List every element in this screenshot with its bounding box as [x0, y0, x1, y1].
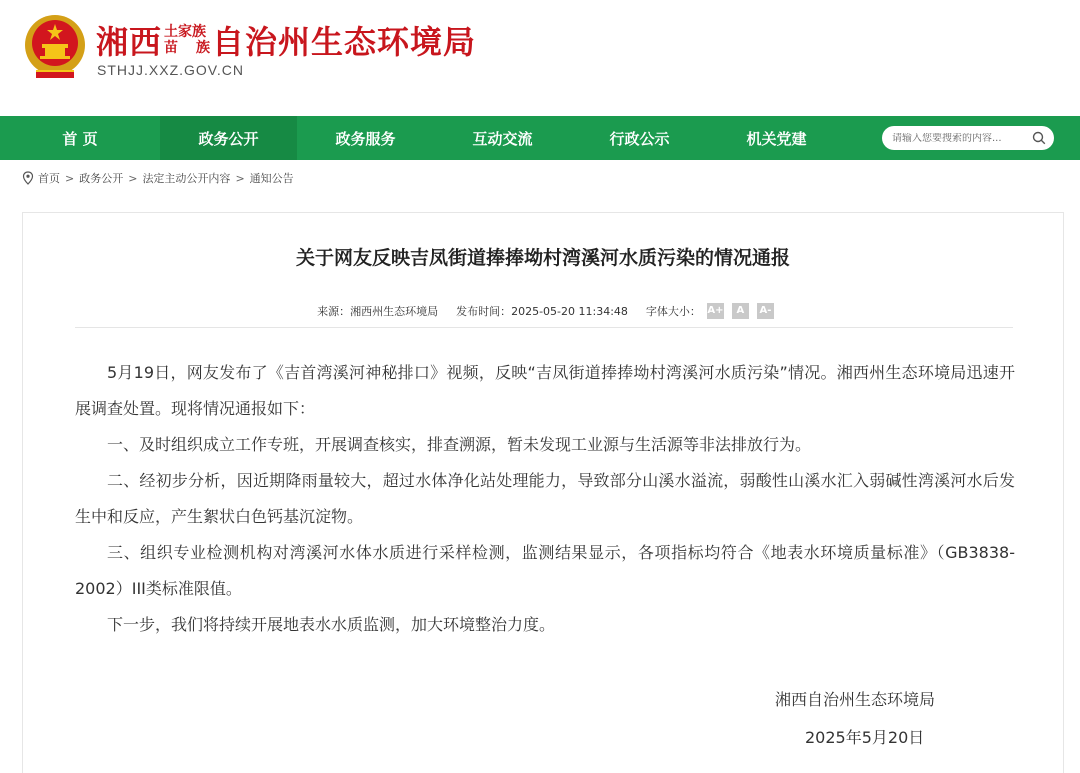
national-emblem-icon[interactable]	[22, 12, 88, 82]
nav-item-party-building[interactable]: 机关党建	[746, 129, 807, 148]
site-name-stack-bottom-left: 苗	[164, 40, 179, 56]
search-box	[882, 126, 1054, 150]
font-size-decrease-button[interactable]: A-	[757, 303, 774, 319]
site-url: STHJJ.XXZ.GOV.CN	[97, 62, 244, 78]
article-publish-time: 发布时间：2025-05-20 11:34:48	[456, 305, 628, 318]
location-pin-icon	[22, 171, 34, 185]
font-size-label: 字体大小：	[645, 305, 701, 318]
nav-item-public-notices[interactable]: 行政公示	[609, 129, 670, 148]
article-paragraph: 下一步，我们将持续开展地表水水质监测，加大环境整治力度。	[107, 615, 556, 634]
nav-item-government-services[interactable]: 政务服务	[335, 129, 396, 148]
site-name-stack-top: 土家族	[164, 24, 207, 40]
site-name-stack-bottom-right: 族	[196, 40, 211, 56]
article-paragraph: 一、及时组织成立工作专班，开展调查核实，排查溯源，暂未发现工业源与生活源等非法排放行为。	[107, 435, 812, 454]
site-title[interactable]	[96, 16, 476, 64]
site-name-part2: 自治州生态环境局	[212, 23, 477, 61]
main-nav	[0, 116, 1080, 160]
breadcrumb-separator: >	[65, 171, 75, 185]
breadcrumb-separator: >	[235, 171, 245, 185]
breadcrumb-statutory-disclosure[interactable]: 法定主动公开内容	[142, 172, 231, 185]
signature-organization: 湘西自治州生态环境局	[775, 690, 936, 709]
breadcrumb-separator: >	[128, 171, 138, 185]
site-name-part1: 湘西	[96, 23, 163, 61]
nav-item-interaction[interactable]: 互动交流	[472, 129, 533, 148]
search-icon[interactable]	[1032, 131, 1046, 145]
breadcrumb-notices[interactable]: 通知公告	[249, 172, 294, 185]
article-paragraph: 三、组织专业检测机构对湾溪河水体水质进行采样检测，监测结果显示，各项指标均符合《地表水环境质量标准》（GB3838-2002）III类标准限值。	[75, 543, 1015, 598]
article-title: 关于网友反映吉凤街道捧捧坳村湾溪河水质污染的情况通报	[295, 247, 790, 269]
article-body	[75, 355, 1015, 643]
article-source: 来源：湘西州生态环境局	[317, 305, 439, 318]
nav-item-home[interactable]: 首 页	[62, 129, 98, 148]
font-size-increase-button[interactable]: A+	[707, 303, 724, 319]
signature-date: 2025年5月20日	[805, 728, 925, 747]
breadcrumb-government-affairs[interactable]: 政务公开	[79, 172, 124, 185]
meta-divider	[75, 327, 1013, 328]
article-paragraph: 5月19日，网友发布了《吉首湾溪河神秘排口》视频，反映“吉凤街道捧捧坳村湾溪河水质污染”情况。湘西州生态环境局迅速开展调查处置。现将情况通报如下：	[75, 363, 1015, 418]
site-name-stack	[164, 24, 210, 56]
font-size-default-button[interactable]: A	[732, 303, 749, 319]
breadcrumb-home[interactable]: 首页	[38, 172, 60, 185]
search-input[interactable]	[892, 133, 1018, 144]
article-container	[22, 212, 1064, 773]
article-meta	[23, 303, 1063, 319]
article-paragraph: 二、经初步分析，因近期降雨量较大，超过水体净化站处理能力，导致部分山溪水溢流，弱酸性山溪水汇入弱碱性湾溪河水后发生中和反应，产生絮状白色钙基沉淀物。	[75, 471, 1015, 526]
site-header	[0, 0, 1080, 116]
nav-item-government-affairs[interactable]: 政务公开	[160, 116, 297, 160]
breadcrumb	[22, 169, 294, 187]
